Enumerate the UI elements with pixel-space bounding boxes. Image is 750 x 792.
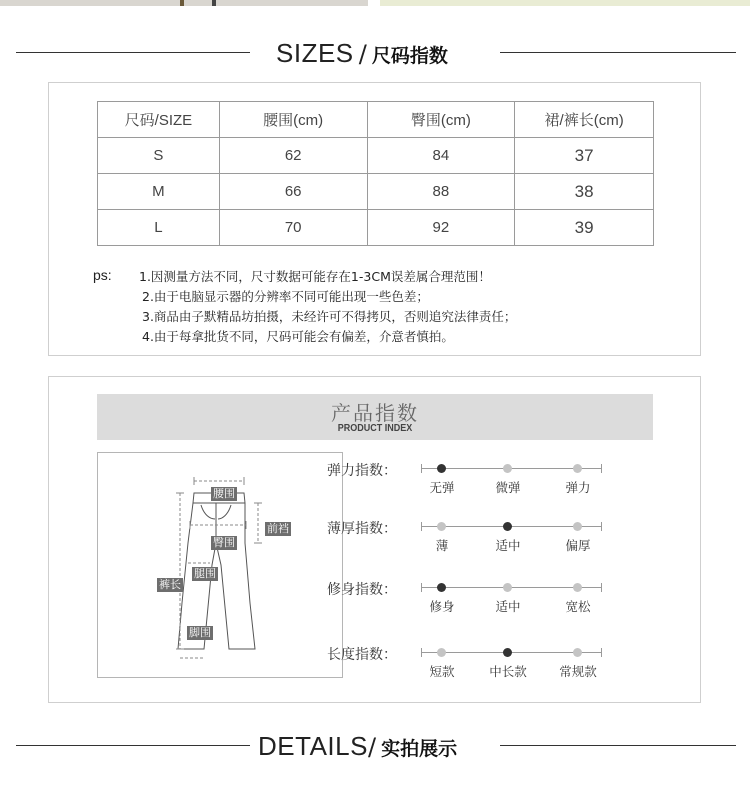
heading-rule-left — [16, 52, 250, 53]
hip-cell: 84 — [367, 138, 515, 174]
index-track-cap — [601, 522, 602, 531]
hip-label: 臀围 — [213, 536, 235, 549]
index-name: 薄厚指数： — [327, 521, 397, 537]
product-index-title-zh: 产品指数 — [331, 401, 419, 425]
index-dot — [503, 583, 512, 592]
product-index-title-en: PRODUCT INDEX — [337, 423, 413, 434]
index-track-cap — [421, 583, 422, 592]
index-track-cap — [421, 648, 422, 657]
index-dot-selected — [437, 464, 446, 473]
heading-rule-right — [500, 52, 736, 53]
hip-cell: 88 — [367, 174, 515, 210]
sizes-heading-zh: 尺码指数 — [371, 45, 448, 67]
index-track-cap — [601, 583, 602, 592]
elasticity-index — [327, 460, 617, 500]
size-table-header-row — [98, 102, 654, 138]
size-table-header: 尺码/SIZE — [98, 102, 220, 138]
details-heading-en: DETAILS — [258, 731, 368, 761]
index-dot-selected — [503, 522, 512, 531]
thickness-index — [327, 518, 617, 558]
note-item: 3.商品由子默精品坊拍摄，未经许可不得拷贝，否则追究法律责任； — [142, 309, 517, 324]
table-row — [98, 210, 654, 246]
size-chart-panel — [48, 82, 701, 356]
index-dot — [573, 464, 582, 473]
details-heading — [0, 726, 750, 766]
index-dot — [503, 464, 512, 473]
waist-cell: 70 — [219, 210, 367, 246]
waist-cell: 66 — [219, 174, 367, 210]
note-item: 1.因测量方法不同，尺寸数据可能存在1-3CM误差属合理范围！ — [139, 269, 491, 284]
index-dot — [573, 583, 582, 592]
index-dot — [437, 648, 446, 657]
hem-label: 脚围 — [189, 626, 211, 639]
details-heading-label — [258, 726, 457, 766]
index-dot-selected — [437, 583, 446, 592]
index-option: 无弹 — [429, 480, 455, 495]
details-heading-zh: 实拍展示 — [381, 738, 458, 760]
index-name: 长度指数： — [327, 647, 397, 663]
heading-rule-right — [500, 745, 736, 746]
index-option: 短款 — [429, 664, 455, 679]
size-table-header: 腰围(cm) — [219, 102, 367, 138]
size-cell: M — [98, 174, 220, 210]
size-table — [97, 101, 654, 246]
size-table-header: 臀围(cm) — [367, 102, 515, 138]
index-option: 宽松 — [565, 599, 591, 614]
waist-cell: 62 — [219, 138, 367, 174]
thigh-label: 腿围 — [194, 567, 216, 580]
notes-prefix: ps: — [93, 267, 112, 283]
photo-right — [380, 0, 750, 6]
index-option: 适中 — [495, 599, 521, 614]
note-item: 2.由于电脑显示器的分辨率不同可能出现一些色差； — [142, 289, 429, 304]
length-index — [327, 644, 617, 684]
index-name: 弹力指数： — [327, 463, 397, 479]
heading-rule-left — [16, 745, 250, 746]
sizes-heading-label — [276, 33, 448, 73]
index-track-cap — [421, 464, 422, 473]
length-cell: 39 — [515, 210, 654, 246]
index-name: 修身指数： — [327, 582, 397, 598]
index-option: 修身 — [429, 599, 455, 614]
index-option: 弹力 — [565, 480, 591, 495]
top-photo-strip — [0, 0, 750, 6]
waist-label: 腰围 — [213, 487, 235, 500]
length-cell: 38 — [515, 174, 654, 210]
pants-measurement-diagram — [97, 452, 343, 678]
size-table-header: 裙/裤长(cm) — [515, 102, 654, 138]
details-heading-sep: / — [367, 733, 377, 761]
note-item: 4.由于每拿批货不同，尺码可能会有偏差，介意者慎拍。 — [142, 329, 454, 344]
product-index-header — [97, 394, 653, 440]
hip-cell: 92 — [367, 210, 515, 246]
index-option: 微弹 — [495, 480, 521, 495]
sizes-heading — [0, 33, 750, 73]
photo-left-detail — [180, 0, 184, 6]
front-rise-label: 前裆 — [267, 522, 289, 535]
index-option: 中长款 — [489, 664, 527, 679]
index-track-cap — [601, 464, 602, 473]
index-dot — [437, 522, 446, 531]
length-cell: 37 — [515, 138, 654, 174]
sizes-heading-en: SIZES — [276, 38, 354, 68]
index-option: 常规款 — [559, 664, 597, 679]
photo-left-detail — [212, 0, 216, 6]
index-track-cap — [421, 522, 422, 531]
length-label: 裤长 — [159, 578, 181, 591]
index-option: 薄 — [435, 538, 449, 553]
size-cell: L — [98, 210, 220, 246]
index-dot-selected — [503, 648, 512, 657]
table-row — [98, 138, 654, 174]
photo-left — [0, 0, 368, 6]
index-track-cap — [601, 648, 602, 657]
table-row — [98, 174, 654, 210]
index-dot — [573, 648, 582, 657]
product-index-panel — [48, 376, 701, 703]
fit-index — [327, 579, 617, 619]
index-option: 适中 — [495, 538, 521, 553]
index-dot — [573, 522, 582, 531]
sizes-heading-sep: / — [358, 40, 367, 68]
index-option: 偏厚 — [565, 538, 591, 553]
size-cell: S — [98, 138, 220, 174]
